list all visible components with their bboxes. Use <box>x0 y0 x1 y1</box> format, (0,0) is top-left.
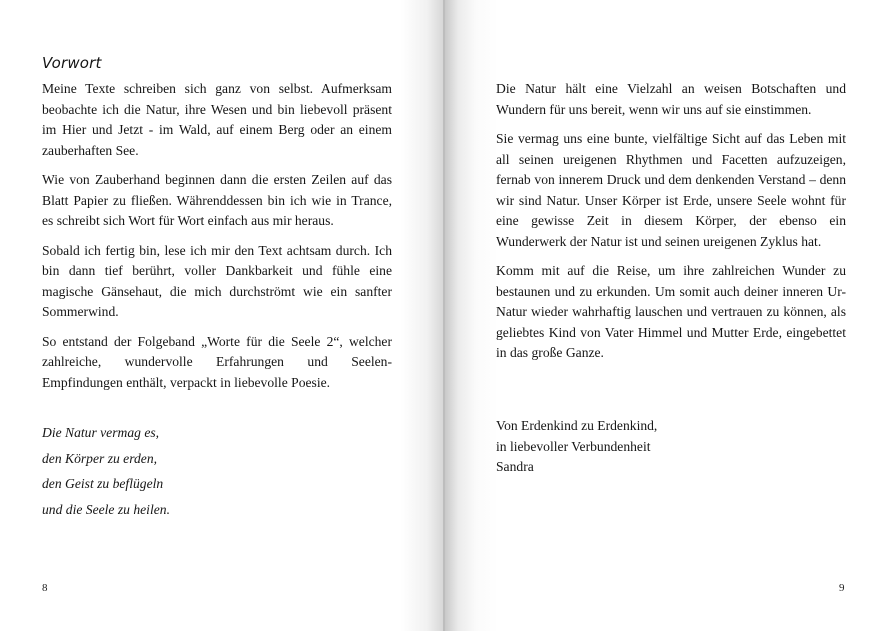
signature-line: Von Erdenkind zu Erdenkind, <box>496 418 658 433</box>
poem-line: und die Seele zu heilen. <box>42 501 170 517</box>
page-heading: Vorwort <box>42 54 102 72</box>
right-page <box>445 0 891 631</box>
right-body-text <box>496 79 846 373</box>
page-number: 9 <box>839 582 845 594</box>
signature <box>496 416 846 478</box>
left-body-text <box>42 79 392 402</box>
poem <box>42 420 392 522</box>
poem-line: den Körper zu erden, <box>42 450 158 466</box>
paragraph: Komm mit auf die Reise, um ihre zahlreichen Wunder zu bestaunen und zu erkunden. Um somit auch deiner inneren Ur-Natur wieder wahrhaftig lauschen und vertrauen zu können, als geliebtes Kind von Vater Himmel und Mutter Erde, eingebettet in das große Ganze. <box>496 263 846 360</box>
paragraph: So entstand der Folgeband „Worte für die Seele 2“, welcher zahlreiche, wundervolle Erfahrungen und Seelen-Empfindungen enthält, verpackt in liebevolle Poesie. <box>42 333 392 390</box>
poem-line: Die Natur vermag es, <box>42 425 160 440</box>
paragraph: Sie vermag uns eine bunte, vielfältige Sicht auf das Leben mit all seinen ureigenen Rhythmen und Facetten aufzuzeigen, fernab von innerem Druck und dem denkenden Verstand – denn wir sind Natur. Unser Körper ist Erde, unsere Seele wohnt für eine gewisse Zeit in diesem Körper, der ebenso ein Wunderwerk der Natur ist und seinen ureigenen Zyklus hat. <box>496 131 846 249</box>
paragraph: Sobald ich fertig bin, lese ich mir den Text achtsam durch. Ich bin dann tief berührt, voller Dankbarkeit und fühle eine magische Gänsehaut, die mich durchströmt wie ein sanfter Sommerwind. <box>42 242 392 319</box>
paragraph: Die Natur hält eine Vielzahl an weisen Botschaften und Wundern für uns bereit, wenn wir uns auf sie einstimmen. <box>496 81 846 117</box>
paragraph: Meine Texte schreiben sich ganz von selbst. Aufmerksam beobachte ich die Natur, ihre Wesen und bin liebevoll präsent im Hier und Jetzt - im Wald, auf einem Berg oder an einem zauberhaften See. <box>42 81 392 158</box>
page-number: 8 <box>42 582 48 594</box>
poem-line: den Geist zu beflügeln <box>42 476 164 491</box>
left-page <box>0 0 445 631</box>
signature-line: in liebevoller Verbundenheit <box>496 438 651 454</box>
signature-name: Sandra <box>496 459 534 474</box>
paragraph: Wie von Zauberhand beginnen dann die ersten Zeilen auf das Blatt Papier zu fließen. Währenddessen bin ich wie in Trance, es schreibt sich Wort für Wort einfach aus mir heraus. <box>42 172 392 228</box>
